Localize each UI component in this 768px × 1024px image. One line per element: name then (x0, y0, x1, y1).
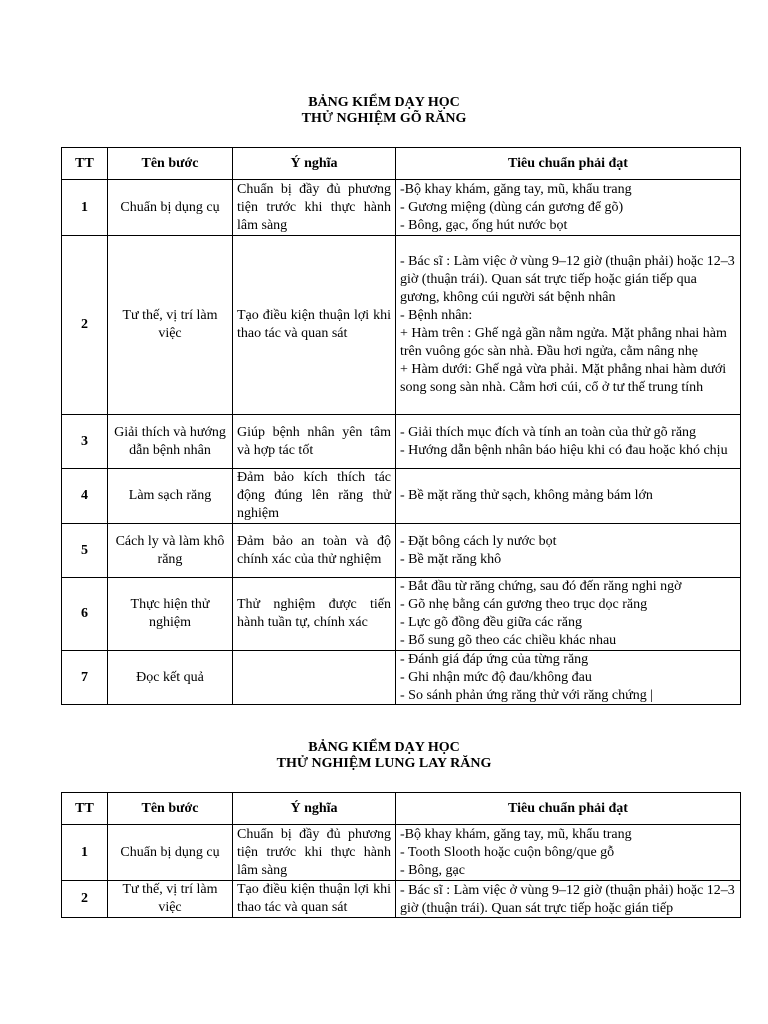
table-row (62, 825, 741, 881)
row-number: 4 (62, 469, 108, 524)
step-name: Tư thế, vị trí làm việc (108, 881, 233, 918)
criteria-line: + Hàm trên : Ghế ngả gần nằm ngửa. Mặt phẳng nhai hàm trên vuông góc sàn nhà. Đầu hơi ngửa, cằm nâng nhẹ (400, 326, 727, 359)
criteria-line: - Hướng dẫn bệnh nhân báo hiệu khi có đau hoặc khó chịu (400, 442, 728, 458)
step-name: Tư thế, vị trí làm việc (108, 236, 233, 415)
criteria-line: - Giải thích mục đích và tính an toàn của thử gõ răng (400, 424, 697, 440)
step-meaning: Giúp bệnh nhân yên tâm và hợp tác tốt (233, 415, 396, 469)
step-name: Thực hiện thử nghiệm (108, 578, 233, 651)
table-row (62, 180, 741, 236)
section1-title (0, 95, 768, 127)
criteria-cell (396, 578, 741, 651)
checklist-table-2 (61, 792, 741, 918)
row-number: 6 (62, 578, 108, 651)
table-header-row (62, 793, 741, 825)
criteria-line: - Lực gõ đồng đều giữa các răng (400, 615, 582, 630)
criteria-line: - Tooth Slooth hoặc cuộn bông/que gỗ (400, 844, 615, 860)
step-meaning: Chuẩn bị đầy đủ phương tiện trước khi thực hành lâm sàng (233, 180, 396, 236)
row-number: 1 (62, 825, 108, 881)
row-number: 3 (62, 415, 108, 469)
header-meaning: Ý nghĩa (233, 148, 396, 180)
section1-title-line1: BẢNG KIỂM DẠY HỌC (308, 95, 460, 110)
step-name: Chuẩn bị dụng cụ (108, 180, 233, 236)
criteria-cell (396, 881, 741, 918)
table-row (62, 236, 741, 415)
criteria-cell (396, 415, 741, 469)
criteria-line: - Ghi nhận mức độ đau/không đau (400, 670, 592, 685)
step-meaning: Tạo điều kiện thuận lợi khi thao tác và quan sát (233, 881, 396, 918)
header-criteria: Tiêu chuẩn phải đạt (396, 148, 741, 180)
table-row (62, 881, 741, 918)
step-name: Chuẩn bị dụng cụ (108, 825, 233, 881)
criteria-line: - Bác sĩ : Làm việc ở vùng 9–12 giờ (thuận phải) hoặc 12–3 giờ (thuận trái). Quan sát trực tiếp hoặc gián tiếp (400, 882, 735, 916)
criteria-line: + Hàm dưới: Ghế ngả vừa phải. Mặt phẳng nhai hàm dưới song song sàn nhà. Cằm hơi cúi, cổ ở tư thế trung tính (400, 362, 727, 395)
header-tt: TT (62, 793, 108, 825)
step-name: Cách ly và làm khô răng (108, 524, 233, 578)
table-row (62, 578, 741, 651)
section2-title-line1: BẢNG KIỂM DẠY HỌC (308, 740, 460, 755)
criteria-line: - Gương miệng (dùng cán gương để gõ) (400, 199, 624, 215)
step-name: Đọc kết quả (108, 651, 233, 705)
row-number: 2 (62, 236, 108, 415)
step-meaning: Đảm bảo kích thích tác động đúng lên răng thử nghiệm (233, 469, 396, 524)
criteria-cell (396, 236, 741, 415)
criteria-cell (396, 651, 741, 705)
header-step: Tên bước (108, 148, 233, 180)
table-row (62, 651, 741, 705)
criteria-line: -Bộ khay khám, găng tay, mũ, khẩu trang (400, 826, 632, 842)
checklist-table-1 (61, 147, 741, 705)
header-step: Tên bước (108, 793, 233, 825)
criteria-line: -Bộ khay khám, găng tay, mũ, khẩu trang (400, 181, 632, 197)
criteria-cell (396, 180, 741, 236)
criteria-line: - Đặt bông cách ly nước bọt (400, 533, 557, 549)
step-meaning (233, 651, 396, 705)
section2-title (0, 740, 768, 772)
criteria-line: - Bông, gạc, ống hút nước bọt (400, 217, 568, 233)
row-number: 7 (62, 651, 108, 705)
section2-title-line2: THỬ NGHIỆM LUNG LAY RĂNG (276, 756, 492, 771)
criteria-line: - Đánh giá đáp ứng của từng răng (400, 652, 589, 667)
criteria-cell (396, 469, 741, 524)
row-number: 2 (62, 881, 108, 918)
step-name: Giải thích và hướng dẫn bệnh nhân (108, 415, 233, 469)
criteria-line: - Bề mặt răng thử sạch, không mảng bám lớn (400, 488, 653, 503)
row-number: 5 (62, 524, 108, 578)
row-number: 1 (62, 180, 108, 236)
table-row (62, 415, 741, 469)
criteria-line: - So sánh phản ứng răng thử với răng chứng | (400, 688, 654, 703)
step-name: Làm sạch răng (108, 469, 233, 524)
step-meaning: Thử nghiệm được tiến hành tuần tự, chính xác (233, 578, 396, 651)
criteria-line: - Bổ sung gõ theo các chiều khác nhau (400, 633, 617, 648)
header-criteria: Tiêu chuẩn phải đạt (396, 793, 741, 825)
criteria-cell (396, 825, 741, 881)
header-tt: TT (62, 148, 108, 180)
section1-title-line2: THỬ NGHIỆM GÕ RĂNG (301, 111, 467, 126)
criteria-line: - Bắt đầu từ răng chứng, sau đó đến răng nghi ngờ (400, 579, 682, 594)
header-meaning: Ý nghĩa (233, 793, 396, 825)
step-meaning: Tạo điều kiện thuận lợi khi thao tác và quan sát (233, 236, 396, 415)
step-meaning: Chuẩn bị đầy đủ phương tiện trước khi thực hành lâm sàng (233, 825, 396, 881)
criteria-line: - Bông, gạc (400, 862, 465, 878)
table-row (62, 524, 741, 578)
table-header-row (62, 148, 741, 180)
criteria-line: - Bác sĩ : Làm việc ở vùng 9–12 giờ (thuận phải) hoặc 12–3 giờ (thuận trái). Quan sát trực tiếp hoặc gián tiếp qua gương, không cúi người sát bệnh nhân (400, 254, 735, 305)
criteria-cell (396, 524, 741, 578)
criteria-line: - Bệnh nhân: (400, 308, 473, 323)
criteria-line: - Gõ nhẹ bằng cán gương theo trục dọc răng (400, 597, 648, 612)
table-row (62, 469, 741, 524)
criteria-line: - Bề mặt răng khô (400, 551, 502, 567)
step-meaning: Đảm bảo an toàn và độ chính xác của thử nghiệm (233, 524, 396, 578)
